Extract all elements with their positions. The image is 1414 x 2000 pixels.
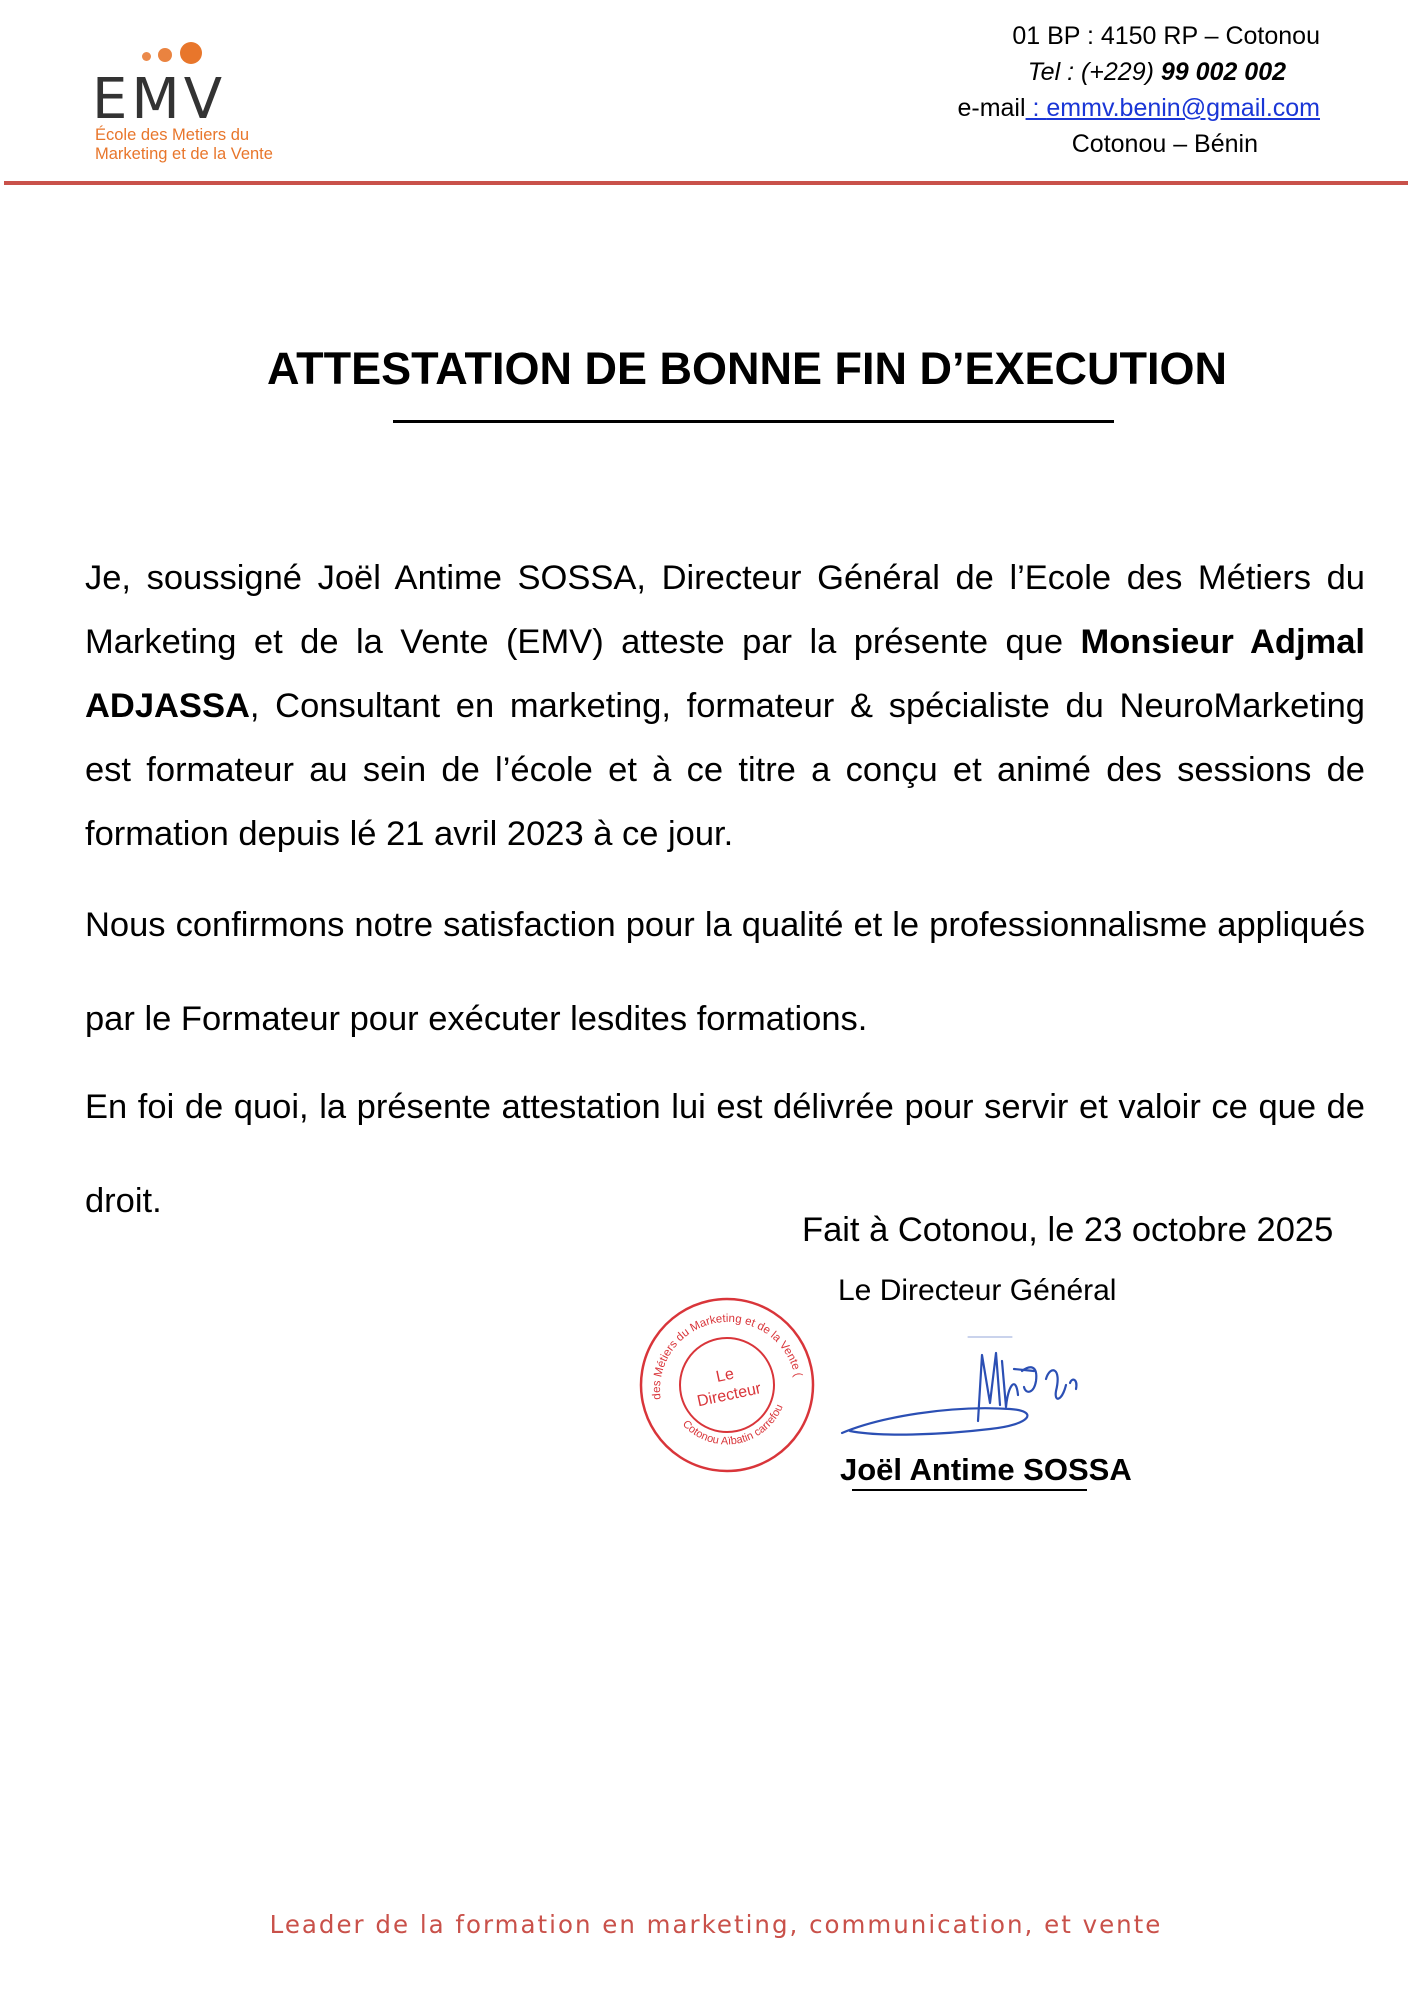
footer-slogan: Leader de la formation en marketing, communication, et vente: [269, 1910, 1163, 1939]
signer-name: Joël Antime SOSSA: [840, 1452, 1132, 1487]
header-divider: [4, 181, 1408, 185]
stamp-center-line1: Le: [714, 1365, 736, 1386]
email-link[interactable]: emmv.benin@gmail.com: [1046, 94, 1320, 122]
document-title: ATTESTATION DE BONNE FIN D’EXECUTION: [266, 343, 1227, 394]
beneficiary-name: Monsieur Adjmal ADJASSA: [85, 623, 1365, 725]
signer-name-underline: [852, 1489, 1087, 1491]
paragraph-attestation: Je, soussigné Joël Antime SOSSA, Directeur Général de l’Ecole des Métiers du Marketing et de la Vente (EMV) atteste par la présente que Monsieur Adjmal ADJASSA, Consultant en marketing, formateur & spécialiste du NeuroMarketing est formateur au sein de l’école et à ce titre a conçu et animé des sessions de formation depuis lé 21 avril 2023 à ce jour.: [85, 559, 1365, 853]
signer-title: Le Directeur Général: [838, 1274, 1117, 1307]
telephone-number: 99 002 002: [1160, 58, 1286, 86]
title-underline: [393, 420, 1114, 423]
contact-block: [900, 18, 1320, 162]
stamp-bottom-text: Cotonou Aïbatin carrefour: [679, 1402, 786, 1448]
emv-logo: [92, 36, 302, 166]
paragraph-closing: En foi de quoi, la présente attestation lui est délivrée pour servir et valoir ce que de droit.: [85, 1088, 1365, 1220]
address: 01 BP : 4150 RP – Cotonou: [1012, 22, 1320, 50]
stamp-outer-text: des Métiers du Marketing et de la Vente (emv): [651, 1312, 804, 1401]
logo-tagline: École des Metiers du Marketing et de la Vente: [95, 126, 273, 163]
email-line: e-mail : emmv.benin@gmail.com: [957, 94, 1320, 122]
telephone: Tel : (+229) 99 002 002: [1027, 58, 1286, 86]
stamp-center-line2: Directeur: [695, 1380, 763, 1411]
handwritten-signature: [840, 1325, 1100, 1445]
logo-wordmark: EMV: [92, 67, 227, 132]
official-stamp: [636, 1294, 818, 1476]
paragraph-satisfaction: Nous confirmons notre satisfaction pour la qualité et le professionnalisme appliqués par le Formateur pour exécuter lesdites formations.: [85, 906, 1365, 1038]
place-and-date: Fait à Cotonou, le 23 octobre 2025: [802, 1211, 1334, 1249]
city: Cotonou – Bénin: [1071, 130, 1258, 158]
